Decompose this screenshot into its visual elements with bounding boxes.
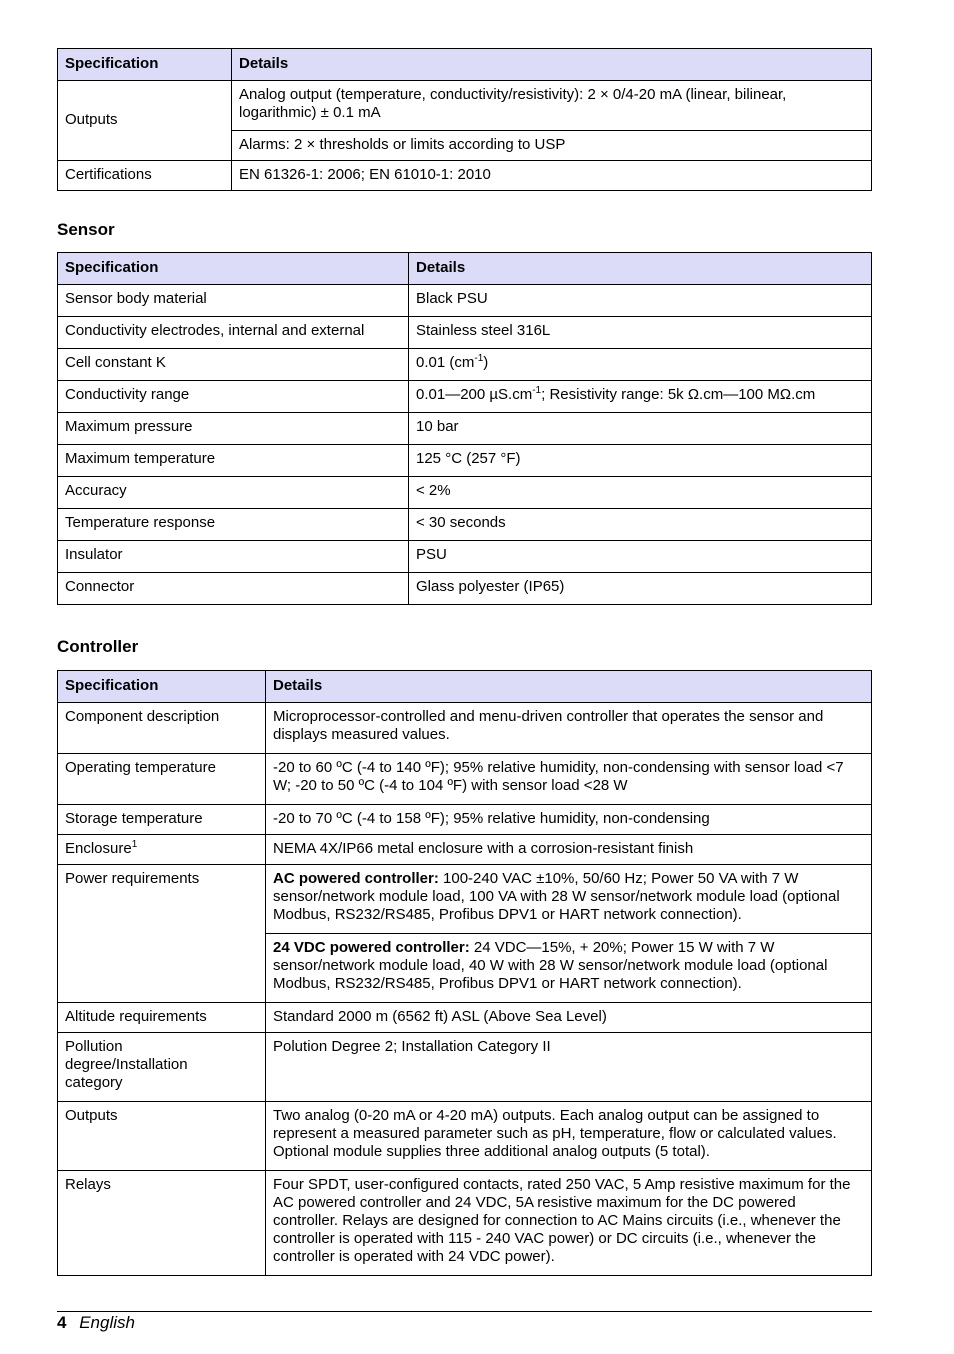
detail-pollution: Polution Degree 2; Installation Category II <box>266 1033 872 1102</box>
spec-text: Enclosure <box>65 840 132 857</box>
spec-enclosure <box>58 835 266 865</box>
detail-storage-temperature: -20 to 70 ºC (-4 to 158 ºF); 95% relative humidity, non-condensing <box>266 805 872 835</box>
spec-relays: Relays <box>58 1171 266 1276</box>
spec-cell: Maximum temperature <box>58 445 409 477</box>
detail-outputs: Two analog (0-20 mA or 4-20 mA) outputs. Each analog output can be assigned to represent a measured parameter such as pH, temperature, flow or calculated values. Optional module supplies three additional analog outputs (5 total). <box>266 1102 872 1171</box>
column-header-specification: Specification <box>58 671 266 703</box>
spec-power-requirements: Power requirements <box>58 865 266 1003</box>
detail-certifications: EN 61326-1: 2006; EN 61010-1: 2010 <box>232 161 872 191</box>
column-header-details: Details <box>266 671 872 703</box>
column-header-specification: Specification <box>58 253 409 285</box>
controller-heading: Controller <box>57 637 139 656</box>
spec-certifications: Certifications <box>58 161 232 191</box>
detail-cell: 10 bar <box>409 413 872 445</box>
table-row <box>58 835 872 865</box>
table-row <box>58 413 872 445</box>
detail-cell: Black PSU <box>409 285 872 317</box>
spec-storage-temperature: Storage temperature <box>58 805 266 835</box>
page-footer <box>57 1313 135 1333</box>
spec-outputs: Outputs <box>58 1102 266 1171</box>
detail-text: ) <box>483 354 489 371</box>
table-row <box>58 349 872 381</box>
detail-text: 0.01 (cm <box>416 354 475 371</box>
detail-cell: PSU <box>409 541 872 573</box>
outputs-spec-table <box>57 48 872 191</box>
detail-power-ac <box>266 865 872 934</box>
spec-pollution: Pollution degree/Installation category <box>58 1033 266 1102</box>
page-number: 4 <box>57 1313 67 1332</box>
footer-divider <box>57 1311 872 1312</box>
table-row <box>58 381 872 413</box>
superscript: -1 <box>532 385 542 396</box>
table-row <box>58 703 872 754</box>
table-row <box>58 317 872 349</box>
table-row <box>58 477 872 509</box>
spec-outputs: Outputs <box>58 81 232 161</box>
spec-operating-temperature: Operating temperature <box>58 754 266 805</box>
table-row <box>58 865 872 934</box>
footer-language: English <box>79 1313 135 1332</box>
detail-cell <box>409 349 872 381</box>
spec-component-description: Component description <box>58 703 266 754</box>
detail-outputs-analog: Analog output (temperature, conductivity/resistivity): 2 × 0/4-20 mA (linear, bilinear, logarithmic) ± 0.1 mA <box>232 81 872 131</box>
table-row <box>58 285 872 317</box>
detail-cell: < 2% <box>409 477 872 509</box>
table-row <box>58 1171 872 1276</box>
spec-cell: Conductivity electrodes, internal and external <box>58 317 409 349</box>
table-row <box>58 1102 872 1171</box>
table-row <box>58 445 872 477</box>
spec-cell: Insulator <box>58 541 409 573</box>
spec-altitude: Altitude requirements <box>58 1003 266 1033</box>
footnote-marker: 1 <box>131 839 138 850</box>
table-row <box>58 509 872 541</box>
table-row <box>58 573 872 605</box>
detail-cell: 125 °C (257 °F) <box>409 445 872 477</box>
spec-cell: Conductivity range <box>58 381 409 413</box>
spec-cell: Cell constant K <box>58 349 409 381</box>
detail-cell: Glass polyester (IP65) <box>409 573 872 605</box>
superscript: -1 <box>474 353 484 364</box>
column-header-details: Details <box>232 49 872 81</box>
detail-enclosure: NEMA 4X/IP66 metal enclosure with a corrosion-resistant finish <box>266 835 872 865</box>
detail-outputs-alarms: Alarms: 2 × thresholds or limits according to USP <box>232 131 872 161</box>
detail-cell: Stainless steel 316L <box>409 317 872 349</box>
sensor-heading: Sensor <box>57 220 115 239</box>
spec-cell: Accuracy <box>58 477 409 509</box>
detail-text: ; Resistivity range: 5k Ω.cm—100 MΩ.cm <box>541 386 816 403</box>
power-dc-label: 24 VDC powered controller: <box>273 939 470 956</box>
sensor-spec-table <box>57 252 872 605</box>
power-ac-label: AC powered controller: <box>273 870 439 887</box>
spec-cell: Connector <box>58 573 409 605</box>
detail-power-dc <box>266 934 872 1003</box>
table-row <box>58 541 872 573</box>
table-row <box>58 1003 872 1033</box>
detail-relays: Four SPDT, user-configured contacts, rated 250 VAC, 5 Amp resistive maximum for the AC powered controller and 24 VDC, 5A resistive maximum for the DC powered controller. Relays are designed for connection to AC Mains circuits (i.e., whenever the controller is operated with 115 - 240 VAC power) or DC circuits (i.e., whenever the controller is operated with 24 VDC power). <box>266 1171 872 1276</box>
column-header-specification: Specification <box>58 49 232 81</box>
spec-cell: Temperature response <box>58 509 409 541</box>
spec-cell: Sensor body material <box>58 285 409 317</box>
table-row <box>58 754 872 805</box>
table-row <box>58 1033 872 1102</box>
table-row <box>58 805 872 835</box>
detail-component-description: Microprocessor-controlled and menu-driven controller that operates the sensor and displays measured values. <box>266 703 872 754</box>
power-dc-text: 24 VDC—15%, + 20%; Power 15 W with 7 W sensor/network module load, 40 W with 28 W sensor/network module load (optional Modbus, RS232/RS485, Profibus DPV1 or HART network connection). <box>273 939 828 992</box>
detail-altitude: Standard 2000 m (6562 ft) ASL (Above Sea Level) <box>266 1003 872 1033</box>
detail-operating-temperature: -20 to 60 ºC (-4 to 140 ºF); 95% relative humidity, non-condensing with sensor load <7 W; -20 to 50 ºC (-4 to 104 ºF) with sensor load <28 W <box>266 754 872 805</box>
column-header-details: Details <box>409 253 872 285</box>
controller-spec-table <box>57 670 872 1276</box>
detail-text: 0.01—200 µS.cm <box>416 386 533 403</box>
power-ac-text: 100-240 VAC ±10%, 50/60 Hz; Power 50 VA with 7 W sensor/network module load, 100 VA with 28 W sensor/network module load (optional Modbus, RS232/RS485, Profibus DPV1 or HART network connection). <box>273 870 840 923</box>
detail-cell: < 30 seconds <box>409 509 872 541</box>
detail-cell <box>409 381 872 413</box>
spec-cell: Maximum pressure <box>58 413 409 445</box>
